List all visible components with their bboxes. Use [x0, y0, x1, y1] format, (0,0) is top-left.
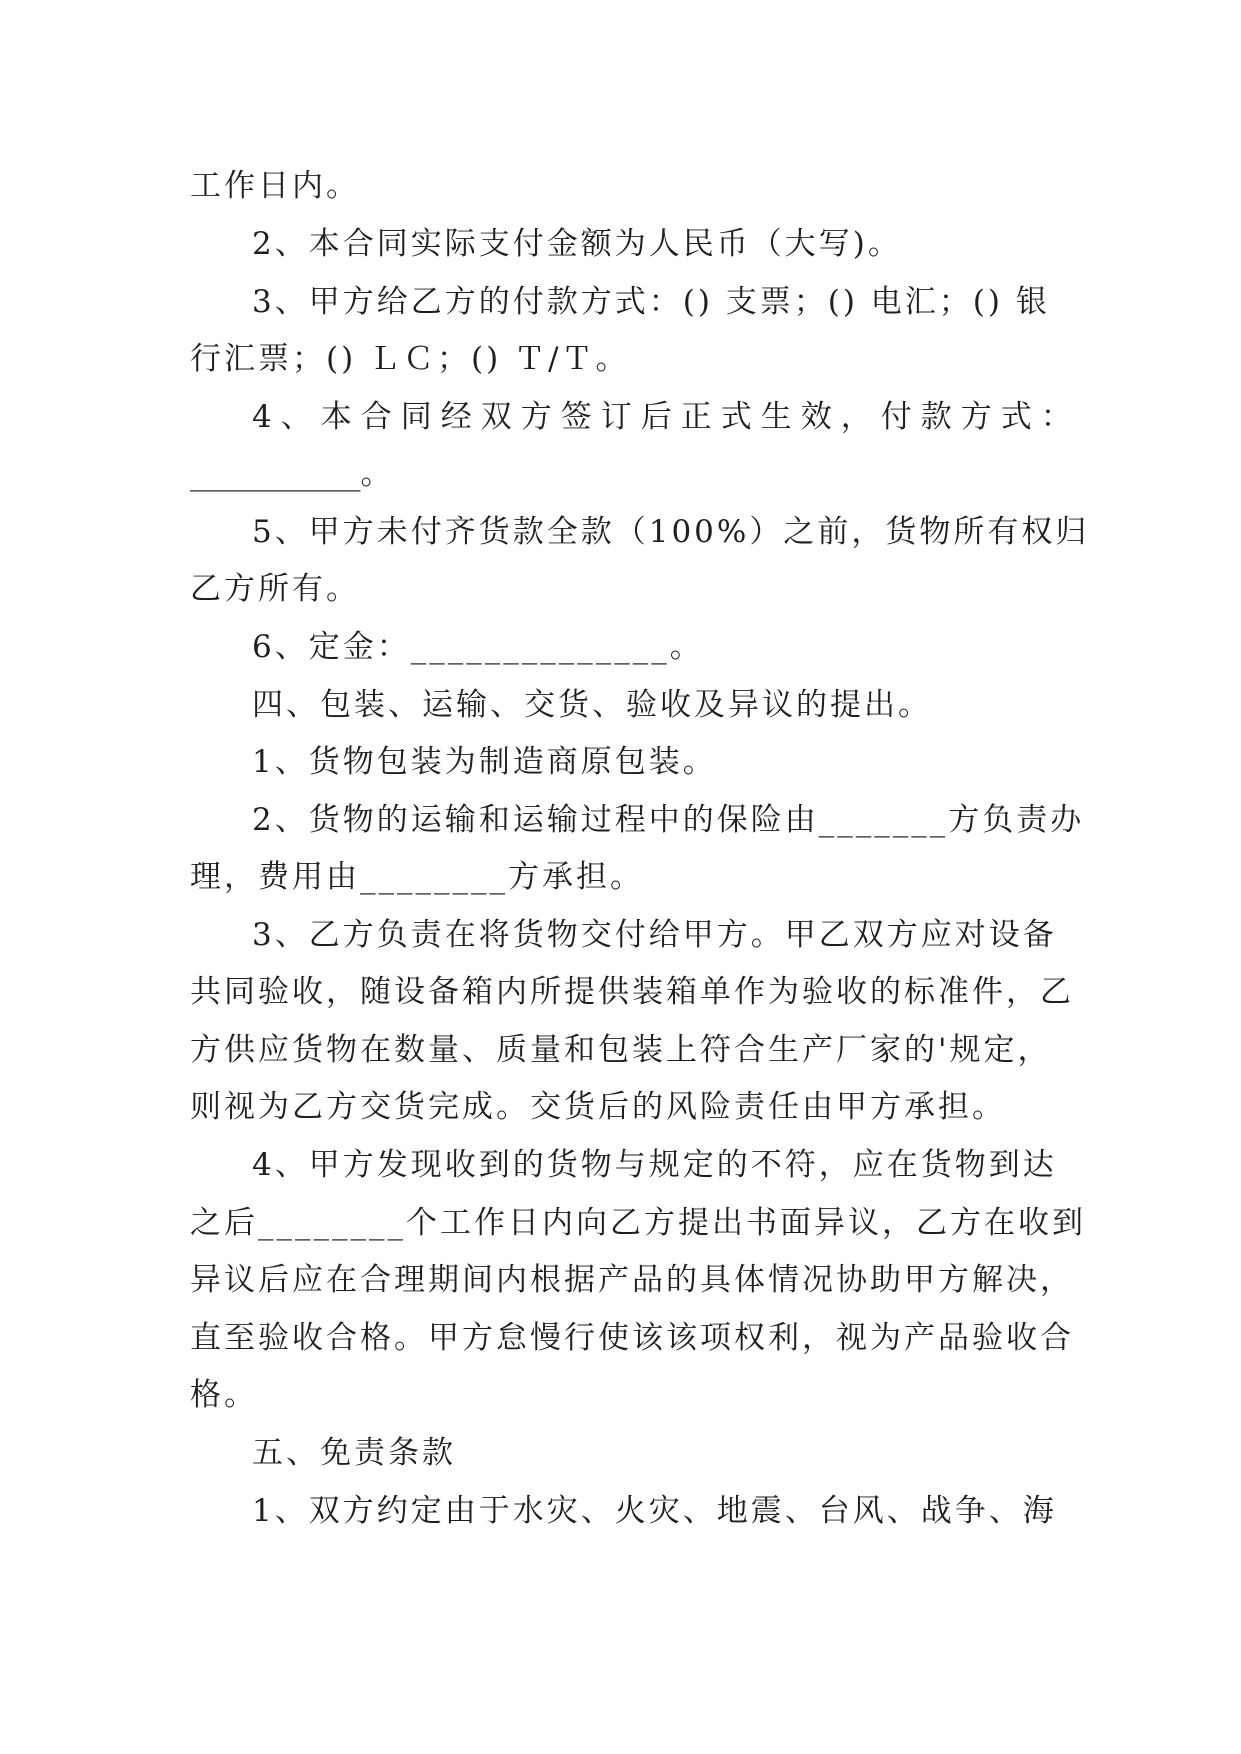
text-line-5: 4、本合同经双方签订后正式生效，付款方式： [252, 399, 1081, 435]
text-line-15: 共同验收，随设备箱内所提供装箱单作为验收的标准件，乙 [190, 974, 1074, 1010]
text-line-7: 5、甲方未付齐货款全款（100%）之前，货物所有权归 [252, 514, 1090, 550]
text-line-12: 2、货物的运输和运输过程中的保险由_______方负责办 [252, 802, 1085, 838]
text-line-22: 格。 [190, 1377, 258, 1413]
section-heading-4: 四、包装、运输、交货、验收及异议的提出。 [252, 687, 932, 723]
text-line-20: 异议后应在合理期间内根据产品的具体情况协助甲方解决， [190, 1262, 1074, 1298]
text-line-4: 行汇票；() ＬＣ；() Ｔ/Ｔ。 [190, 341, 630, 377]
text-line-24: 1、双方约定由于水灾、火灾、地震、台风、战争、海 [252, 1493, 1057, 1529]
text-line-8: 乙方所有。 [190, 571, 360, 607]
text-line-6: ___________。 [190, 456, 392, 492]
text-line-21: 直至验收合格。甲方怠慢行使该该项权利，视为产品验收合 [190, 1320, 1074, 1356]
text-line-19: 之后________个工作日内向乙方提出书面异议，乙方在收到 [190, 1205, 1086, 1241]
text-line-9: 6、定金：______________。 [252, 629, 704, 665]
text-line-3: 3、甲方给乙方的付款方式：() 支票；() 电汇；() 银 [252, 284, 1050, 320]
text-line-11: 1、货物包装为制造商原包装。 [252, 744, 717, 780]
text-line-1: 工作日内。 [190, 168, 360, 204]
text-line-18: 4、甲方发现收到的货物与规定的不符，应在货物到达 [252, 1147, 1057, 1183]
text-line-14: 3、乙方负责在将货物交付给甲方。甲乙双方应对设备 [252, 917, 1057, 953]
text-line-16: 方供应货物在数量、质量和包装上符合生产厂家的'规定， [190, 1032, 1052, 1068]
section-heading-5: 五、免责条款 [252, 1435, 456, 1471]
text-line-2: 2、本合同实际支付金额为人民币（大写)。 [252, 226, 902, 262]
text-line-17: 则视为乙方交货完成。交货后的风险责任由甲方承担。 [190, 1089, 1006, 1125]
text-line-13: 理，费用由________方承担。 [190, 859, 644, 895]
